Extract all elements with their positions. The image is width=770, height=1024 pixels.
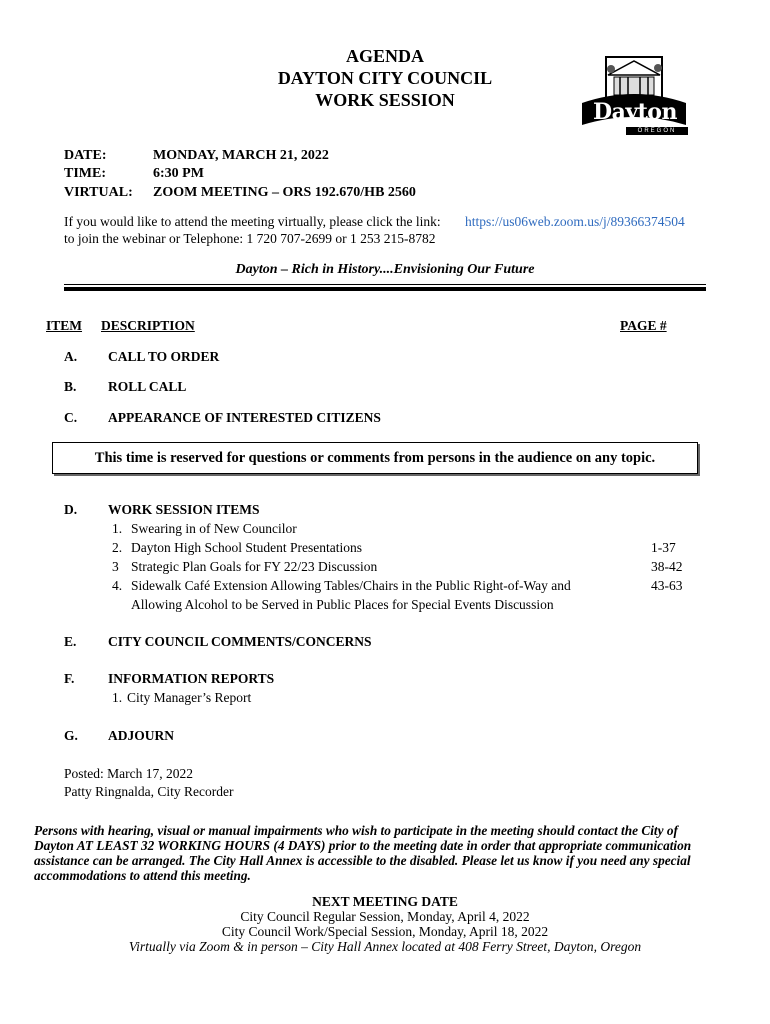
col-item: ITEM xyxy=(46,318,83,333)
disclaimer-line: Dayton AT LEAST 32 WORKING HOURS (4 DAYS) prior to the meeting date in order that appropriate communication xyxy=(34,838,692,853)
zoom-link[interactable]: https://us06web.zoom.us/j/89366374504 xyxy=(465,214,685,229)
next-regular-session: City Council Regular Session, Monday, April 4, 2022 xyxy=(240,909,530,924)
item-letter: D. xyxy=(64,502,78,517)
date-value: MONDAY, MARCH 21, 2022 xyxy=(153,148,329,163)
item-letter: E. xyxy=(64,634,77,649)
sub-num: 2. xyxy=(112,540,123,555)
dayton-logo xyxy=(578,55,690,139)
logo-state: OREGON xyxy=(637,128,677,134)
next-work-session: City Council Work/Special Session, Monday, April 18, 2022 xyxy=(221,924,549,939)
posted-date: Posted: March 17, 2022 xyxy=(64,766,193,781)
sub-num: 3 xyxy=(112,559,119,574)
item-letter: G. xyxy=(64,728,78,743)
item-council-comments: CITY COUNCIL COMMENTS/CONCERNS xyxy=(108,634,372,649)
time-label: TIME: xyxy=(64,166,106,181)
sub-item-text: Strategic Plan Goals for FY 22/23 Discussion xyxy=(131,559,378,574)
item-call-to-order: CALL TO ORDER xyxy=(108,349,220,364)
time-value: 6:30 PM xyxy=(153,166,204,181)
title-session: WORK SESSION xyxy=(315,90,455,110)
sub-num: 1. xyxy=(112,521,123,536)
sub-item-text: Dayton High School Student Presentations xyxy=(131,540,362,555)
sub-item-text: Sidewalk Café Extension Allowing Tables/Chairs in the Public Right-of-Way and xyxy=(131,578,571,593)
item-appearance: APPEARANCE OF INTERESTED CITIZENS xyxy=(108,410,381,425)
sub-num: 1. xyxy=(112,690,123,705)
page-ref: 1-37 xyxy=(651,540,676,555)
notice-text: This time is reserved for questions or comments from persons in the audience on any topic. xyxy=(94,449,656,466)
posted-by: Patty Ringnalda, City Recorder xyxy=(64,784,234,799)
item-roll-call: ROLL CALL xyxy=(108,379,187,394)
divider-thick xyxy=(64,287,706,291)
item-letter: C. xyxy=(64,410,78,425)
item-adjourn: ADJOURN xyxy=(108,728,174,743)
item-letter: F. xyxy=(64,671,75,686)
date-label: DATE: xyxy=(64,148,107,163)
notice-box xyxy=(52,442,698,474)
next-location: Virtually via Zoom & in person – City Hall Annex located at 408 Ferry Street, Dayton, Oregon xyxy=(128,939,642,954)
item-work-session: WORK SESSION ITEMS xyxy=(108,502,260,517)
item-information-reports: INFORMATION REPORTS xyxy=(108,671,275,686)
sub-num: 4. xyxy=(112,578,123,593)
divider-thin xyxy=(64,284,706,285)
sub-item-text: Swearing in of New Councilor xyxy=(131,521,297,536)
attend-phone: to join the webinar or Telephone: 1 720 707-2699 or 1 253 215-8782 xyxy=(64,231,436,246)
title-council: DAYTON CITY COUNCIL xyxy=(277,68,493,88)
next-meeting-heading: NEXT MEETING DATE xyxy=(312,894,458,909)
col-description: DESCRIPTION xyxy=(101,318,195,333)
title-agenda: AGENDA xyxy=(345,46,424,66)
logo-word: Dayton xyxy=(593,99,677,125)
disclaimer-line: Persons with hearing, visual or manual impairments who wish to participate in the meeting should contact the City of xyxy=(34,823,678,838)
item-letter: A. xyxy=(64,349,78,364)
sub-item-text-cont: Allowing Alcohol to be Served in Public Places for Special Events Discussion xyxy=(131,597,554,612)
sub-item-text: City Manager’s Report xyxy=(127,690,252,705)
virtual-value: ZOOM MEETING – ORS 192.670/HB 2560 xyxy=(153,185,416,200)
page-ref: 43-63 xyxy=(651,578,683,593)
attend-text: If you would like to attend the meeting virtually, please click the link: xyxy=(64,214,441,229)
item-letter: B. xyxy=(64,379,77,394)
disclaimer-line: accommodations to attend this meeting. xyxy=(34,868,251,883)
virtual-label: VIRTUAL: xyxy=(64,185,133,200)
page-ref: 38-42 xyxy=(651,559,683,574)
disclaimer-line: assistance can be arranged. The City Hall Annex is accessible to the disabled. Please let us know if you need any special xyxy=(34,853,691,868)
col-page: PAGE # xyxy=(620,318,667,333)
motto: Dayton – Rich in History....Envisioning Our Future xyxy=(235,262,535,277)
